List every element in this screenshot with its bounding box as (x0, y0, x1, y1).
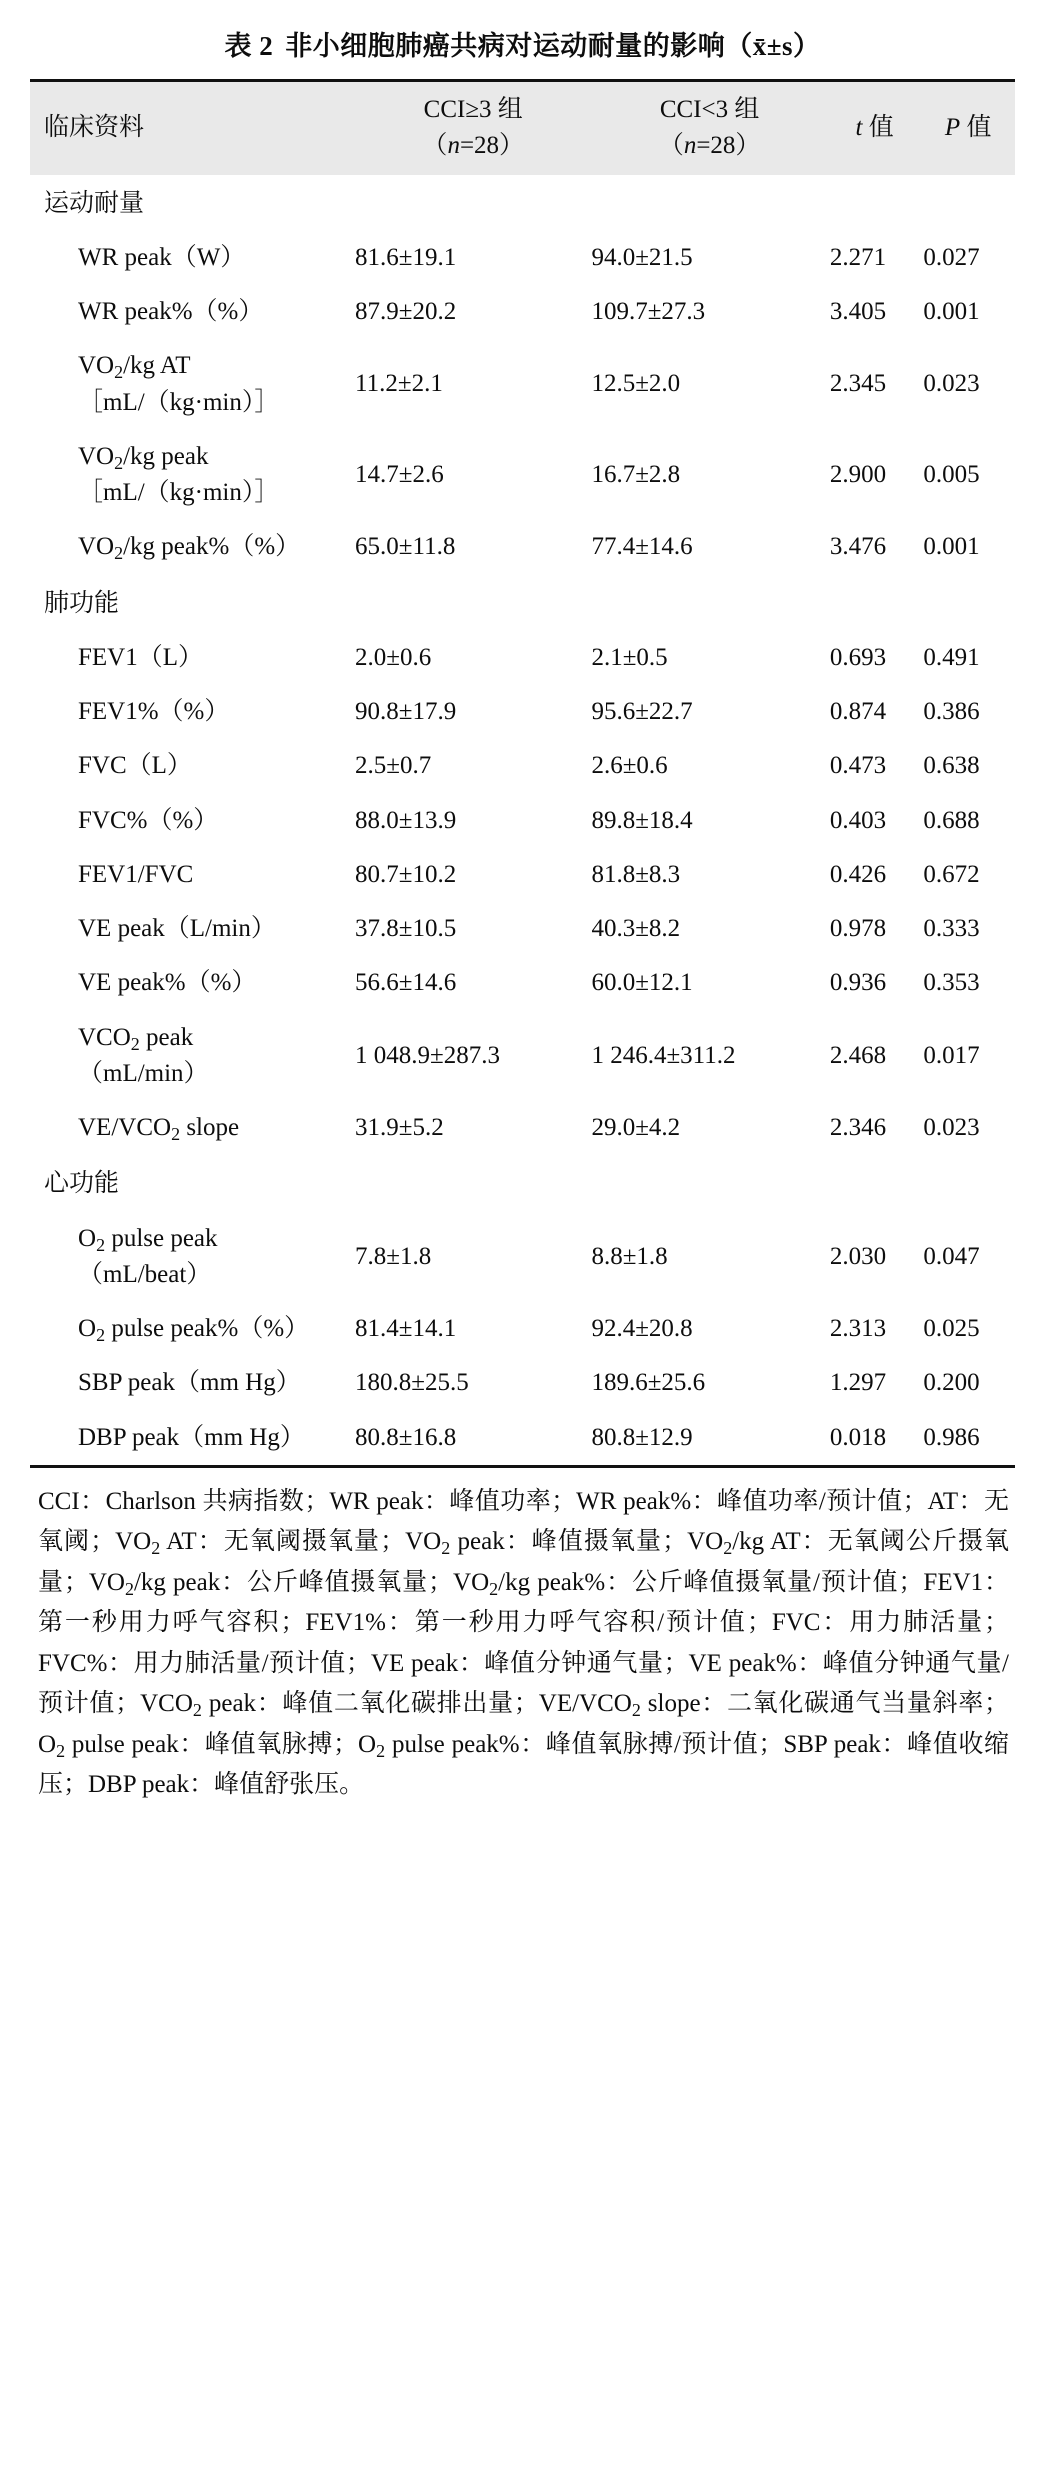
table-caption: 非小细胞肺癌共病对运动耐量的影响（x̄±s） (285, 31, 821, 61)
row-group1-value: 90.8±17.9 (355, 698, 457, 725)
row-t-value: 1.297 (829, 1369, 887, 1397)
row-label: $VO_2/kg$ peak%（%） (78, 533, 301, 564)
row-label: WR peak%（%） (78, 298, 264, 325)
row-label: $VO_2/kg$ AT ［mL/（kg·min）］ (78, 352, 280, 416)
row-group2-value: 92.4±20.8 (591, 1315, 693, 1342)
table-header (30, 82, 1015, 175)
row-group2-value: 40.3±8.2 (591, 915, 681, 942)
row-label: DBP peak（mm Hg） (78, 1423, 305, 1451)
row-group1-value: 1 048.9±287.3 (355, 1041, 501, 1069)
row-group1-value: 2.5±0.7 (355, 752, 432, 780)
row-label: VE peak%（%） (78, 969, 257, 997)
table-row (30, 1101, 1015, 1155)
row-p-value: 0.672 (923, 860, 980, 888)
row-t-value: 3.476 (829, 533, 887, 561)
row-label: $O_2$ pulse peak （mL/beat） (78, 1224, 218, 1288)
row-p-value: 0.025 (923, 1315, 980, 1342)
table-row (30, 1011, 1015, 1102)
row-t-value: 2.030 (829, 1242, 887, 1270)
row-group2-value: 12.5±2.0 (591, 370, 681, 398)
row-p-value: 0.353 (923, 969, 980, 997)
row-p-value: 0.688 (923, 806, 980, 834)
row-p-value: 0.023 (923, 370, 980, 398)
row-group2-value: 89.8±18.4 (591, 806, 693, 834)
row-t-value: 2.346 (829, 1114, 887, 1141)
row-group2-value: 60.0±12.1 (591, 969, 693, 997)
header-group2-line2: （n=28） (658, 132, 761, 160)
row-p-value: 0.386 (923, 698, 980, 725)
row-t-value: 0.403 (829, 806, 887, 834)
section-header-row (30, 175, 1015, 231)
row-group2-value: 189.6±25.6 (591, 1369, 706, 1397)
header-group1-line2: （n=28） (422, 132, 525, 160)
header-group1 (355, 82, 591, 175)
section-title-lung: 肺功能 (44, 589, 120, 617)
section-title-heart: 心功能 (44, 1170, 120, 1198)
row-t-value: 0.693 (829, 643, 887, 671)
table-row (30, 848, 1015, 902)
row-group2-value: 95.6±22.7 (591, 698, 693, 725)
row-t-value: 2.468 (829, 1041, 887, 1069)
header-group2-line1: CCI<3 组 (659, 96, 760, 123)
row-p-value: 0.001 (923, 533, 980, 561)
row-group1-value: 31.9±5.2 (355, 1114, 444, 1141)
table-row (30, 339, 1015, 430)
row-group1-value: 80.7±10.2 (355, 860, 457, 888)
table-row (30, 285, 1015, 339)
row-t-value: 2.900 (829, 460, 887, 488)
row-t-value: 2.345 (829, 370, 887, 398)
table-body (30, 175, 1015, 1465)
row-label: FEV1/FVC (78, 860, 194, 888)
header-group1-line1: CCI≥3 组 (423, 96, 523, 123)
row-p-value: 0.491 (923, 643, 980, 671)
row-label: FEV1（L） (78, 643, 204, 671)
row-group2-value: 8.8±1.8 (591, 1242, 668, 1270)
row-label: $VE/VCO_2$ slope (78, 1114, 240, 1145)
row-p-value: 0.001 (923, 298, 980, 325)
row-group1-value: 7.8±1.8 (355, 1242, 432, 1270)
table-footnote: CCI：Charlson 共病指数；WR peak：峰值功率；WR peak%：峰值功率/预计值；AT：无氧阈；$VO_2$ AT：无氧阈摄氧量；$VO_2$ peak：峰值摄氧量；$VO_2/kg$ AT：无氧阈公斤摄氧量；$VO_2/kg$ peak：公斤峰值摄氧量；$VO_2/kg$ peak%：公斤峰值摄氧量/预计值；FEV1：第一秒用力呼气容积；FEV1%：第一秒用力呼气容积/预计值；FVC：用力肺活量；FVC%：用力肺活量/预计值；VE peak：峰值分钟通气量；VE peak%：峰值分钟通气量/预计值；$VCO_2$ peak：峰值二氧化碳排出量；$VE/VCO_2$ slope：二氧化碳通气当量斜率；$O_2$ pulse peak：峰值氧脉搏；$O_2$ pulse peak%：峰值氧脉搏/预计值；SBP peak：峰值收缩压；DBP peak：峰值舒张压。 (38, 1487, 1010, 1799)
row-group1-value: 37.8±10.5 (355, 915, 457, 942)
row-label: SBP peak（mm Hg） (78, 1369, 301, 1397)
header-p-value: P 值 (921, 82, 1015, 175)
row-group2-value: 81.8±8.3 (591, 860, 681, 888)
table-row (30, 430, 1015, 521)
table-row (30, 1212, 1015, 1303)
table-row (30, 631, 1015, 685)
row-group2-value: 80.8±12.9 (591, 1423, 693, 1451)
header-item: 临床资料 (30, 82, 355, 175)
table-row (30, 1302, 1015, 1356)
row-group2-value: 1 246.4±311.2 (591, 1041, 736, 1069)
row-p-value: 0.027 (923, 243, 980, 271)
row-t-value: 0.874 (829, 698, 887, 725)
row-group1-value: 87.9±20.2 (355, 298, 457, 325)
table-row (30, 231, 1015, 285)
header-t-value: t 值 (828, 82, 922, 175)
page-title (30, 18, 1015, 79)
row-p-value: 0.200 (923, 1369, 980, 1397)
table-row (30, 1356, 1015, 1410)
row-label: WR peak（W） (78, 243, 246, 271)
row-p-value: 0.986 (923, 1423, 980, 1451)
header-group2 (591, 82, 827, 175)
row-label: FVC（L） (78, 752, 192, 780)
row-t-value: 2.313 (829, 1315, 887, 1342)
table-row (30, 956, 1015, 1010)
row-group2-value: 29.0±4.2 (591, 1114, 681, 1141)
row-t-value: 0.978 (829, 915, 887, 942)
row-t-value: 0.018 (829, 1423, 887, 1451)
table-row (30, 1411, 1015, 1465)
row-p-value: 0.333 (923, 915, 980, 942)
table-row (30, 902, 1015, 956)
table-row (30, 685, 1015, 739)
row-label: FEV1%（%） (78, 698, 230, 725)
row-group2-value: 94.0±21.5 (591, 243, 693, 271)
row-group1-value: 80.8±16.8 (355, 1423, 457, 1451)
row-label: $O_2$ pulse peak%（%） (78, 1315, 310, 1346)
table-row (30, 739, 1015, 793)
row-p-value: 0.023 (923, 1114, 980, 1141)
table-number: 表 2 (224, 31, 274, 61)
row-p-value: 0.005 (923, 460, 980, 488)
row-group1-value: 88.0±13.9 (355, 806, 457, 834)
table-row (30, 520, 1015, 574)
row-group2-value: 77.4±14.6 (591, 533, 693, 561)
row-group2-value: 2.6±0.6 (591, 752, 668, 780)
row-group1-value: 56.6±14.6 (355, 969, 457, 997)
row-group2-value: 109.7±27.3 (591, 298, 706, 325)
section-title-exercise: 运动耐量 (44, 189, 145, 217)
row-group1-value: 2.0±0.6 (355, 643, 432, 671)
row-group2-value: 2.1±0.5 (591, 643, 668, 671)
data-table (30, 82, 1015, 1465)
row-label: $VO_2/kg$ peak ［mL/（kg·min）］ (78, 442, 280, 506)
table-row (30, 794, 1015, 848)
row-group1-value: 180.8±25.5 (355, 1369, 469, 1397)
row-label: FVC%（%） (78, 806, 219, 834)
section-header-row (30, 1155, 1015, 1211)
row-t-value: 0.936 (829, 969, 887, 997)
row-group1-value: 81.4±14.1 (355, 1315, 457, 1342)
row-t-value: 0.473 (829, 752, 887, 780)
row-group1-value: 81.6±19.1 (355, 243, 457, 271)
row-p-value: 0.017 (923, 1041, 980, 1069)
row-t-value: 0.426 (829, 860, 887, 888)
row-group1-value: 14.7±2.6 (355, 460, 444, 488)
row-label: $VCO_2$ peak （mL/min） (78, 1023, 209, 1087)
section-header-row (30, 575, 1015, 631)
row-group2-value: 16.7±2.8 (591, 460, 681, 488)
row-t-value: 2.271 (829, 243, 887, 271)
row-label: VE peak（L/min） (78, 915, 276, 942)
row-group1-value: 65.0±11.8 (355, 533, 456, 561)
row-t-value: 3.405 (829, 298, 887, 325)
row-p-value: 0.638 (923, 752, 980, 780)
row-group1-value: 11.2±2.1 (355, 370, 443, 398)
row-p-value: 0.047 (923, 1242, 980, 1270)
